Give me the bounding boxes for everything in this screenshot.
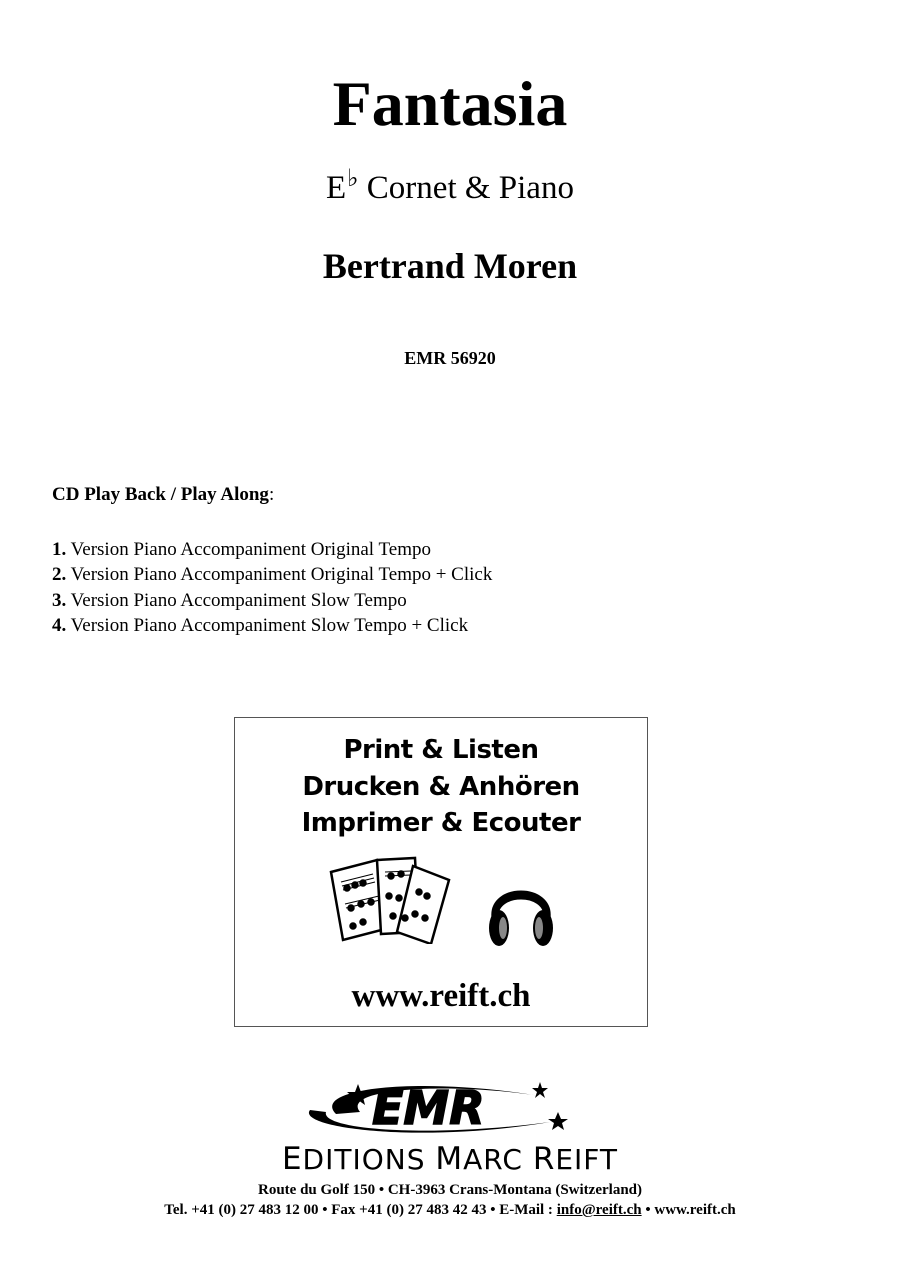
composer-name: Bertrand Moren (322, 246, 578, 286)
track-number: 1. (52, 539, 67, 560)
track-text: Version Piano Accompaniment Original Tempo (66, 539, 431, 560)
instrument-key: E (326, 170, 347, 206)
track-text: Version Piano Accompaniment Slow Tempo + Click (66, 615, 469, 637)
emr-logo (300, 1070, 580, 1148)
track-item (52, 588, 492, 613)
publisher-part: DITIONS (302, 1143, 436, 1176)
publisher-name (0, 1142, 900, 1177)
publisher-address: Route du Golf 150 • CH-3963 Crans-Montana (Switzerland) (258, 1182, 642, 1198)
sheet-music-icon (327, 852, 453, 944)
publisher-initial: M (435, 1141, 464, 1177)
promo-line-french: Imprimer & Ecouter (301, 808, 581, 838)
promo-url[interactable]: www.reift.ch (351, 978, 531, 1014)
publisher-contact (0, 1200, 900, 1220)
track-text: Version Piano Accompaniment Slow Tempo (66, 589, 407, 611)
piece-title: Fantasia (332, 68, 568, 139)
promo-line-english: Print & Listen (343, 735, 539, 765)
track-item (52, 562, 492, 587)
catalog-number: EMR 56920 (404, 348, 496, 368)
print-listen-box (234, 717, 648, 1027)
publisher-part: ARC (463, 1143, 533, 1176)
track-number: 4. (52, 615, 67, 637)
emr-logo-text: EMR (372, 1081, 485, 1135)
track-item (52, 613, 492, 638)
email-link[interactable]: info@reift.ch (556, 1202, 642, 1218)
publisher-part: EIFT (555, 1143, 619, 1176)
cd-heading-text: CD Play Back / Play Along (52, 484, 269, 505)
publisher-initial: R (532, 1141, 556, 1177)
flat-sign: ♭ (347, 166, 359, 192)
contact-phone-fax: Tel. +41 (0) 27 483 12 00 • Fax +41 (0) 27 483 42 43 • E-Mail : (164, 1202, 557, 1218)
contact-website: • www.reift.ch (641, 1202, 736, 1218)
track-item (52, 537, 492, 562)
publisher-initial: E (281, 1141, 303, 1177)
cd-heading-colon: : (268, 484, 275, 505)
instrumentation (0, 168, 900, 211)
cd-heading (52, 482, 274, 508)
track-text: Version Piano Accompaniment Original Tempo + Click (66, 564, 493, 586)
track-number: 3. (52, 589, 67, 611)
track-number: 2. (52, 564, 67, 586)
promo-line-german: Drucken & Anhören (302, 772, 580, 802)
track-list (52, 537, 492, 639)
instrument-text: Cornet & Piano (358, 170, 574, 206)
headphones-icon (485, 872, 557, 952)
